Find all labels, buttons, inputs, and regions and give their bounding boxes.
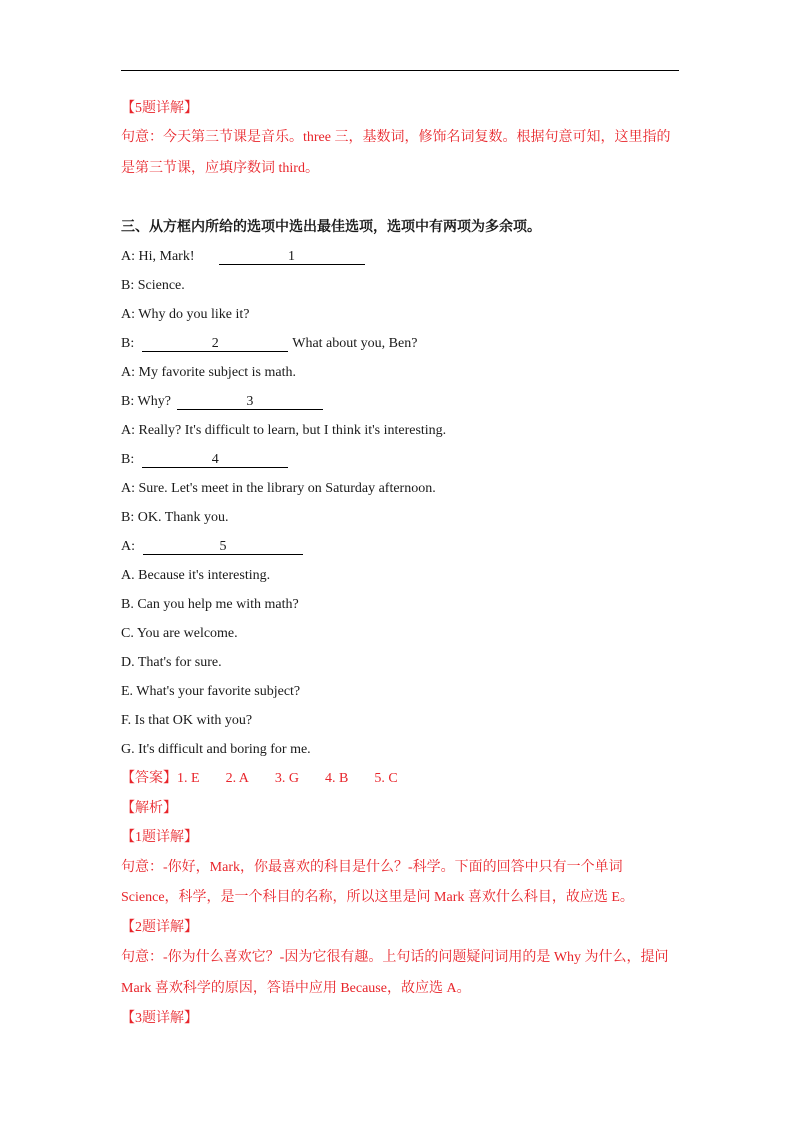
answer-blank-1: 1: [219, 250, 365, 265]
dialog-line-4-after: What about you, Ben?: [292, 336, 418, 351]
dialog-line-9: A: Sure. Let's meet in the library on Saturday afternoon.: [121, 481, 436, 496]
dialog-speaker-11: A:: [121, 539, 135, 554]
option-g: G. It's difficult and boring for me.: [121, 742, 311, 757]
dialog-line-2: B: Science.: [121, 278, 185, 293]
dialog-line-10: B: OK. Thank you.: [121, 510, 229, 525]
dialog-speaker-4: B:: [121, 336, 135, 351]
answer-line: [121, 770, 681, 788]
answer-1: 1. E: [177, 771, 200, 786]
dialog-line-8: [121, 451, 681, 469]
q1-explanation-line2: Science，科学，是一个科目的名称，所以这里是问 Mark 喜欢什么科目，故应选 E。: [121, 890, 634, 905]
q1-heading: 【1题详解】: [121, 830, 198, 845]
dialog-line-7: A: Really? It's difficult to learn, but I think it's interesting.: [121, 423, 447, 438]
option-b: B. Can you help me with math?: [121, 597, 299, 612]
option-a: A. Because it's interesting.: [121, 568, 271, 583]
section3-title: 三、从方框内所给的选项中选出最佳选项，选项中有两项为多余项。: [121, 220, 541, 235]
answer-4: 4. B: [325, 771, 349, 786]
q2-explanation-line2: Mark 喜欢科学的原因，答语中应用 Because，故应选 A。: [121, 981, 471, 996]
p5-explanation-line2: 是第三节课，应填序数词 third。: [121, 161, 319, 176]
dialog-speaker-1: A: Hi, Mark!: [121, 249, 195, 264]
dialog-line-4: [121, 335, 681, 353]
option-f: F. Is that OK with you?: [121, 713, 253, 728]
dialog-speaker-8: B:: [121, 452, 135, 467]
dialog-line-11: [121, 538, 681, 556]
header-rule: [121, 70, 679, 71]
dialog-line-1: [121, 248, 681, 266]
answer-3: 3. G: [274, 771, 300, 786]
dialog-line-3: A: Why do you like it?: [121, 307, 250, 322]
answer-blank-5: 5: [143, 540, 303, 555]
answer-blank-4: 4: [142, 453, 288, 468]
option-c: C. You are welcome.: [121, 626, 238, 641]
dialog-line-5: A: My favorite subject is math.: [121, 365, 296, 380]
p5-explanation-line1: 句意：今天第三节课是音乐。three 三，基数词，修饰名词复数。根据句意可知，这里指的: [121, 130, 671, 145]
p5-heading: 【5题详解】: [121, 101, 198, 116]
option-d: D. That's for sure.: [121, 655, 222, 670]
dialog-speaker-6: B: Why?: [121, 394, 171, 409]
analysis-heading: 【解析】: [121, 801, 177, 816]
answer-blank-3: 3: [177, 395, 323, 410]
q3-heading: 【3题详解】: [121, 1011, 198, 1026]
answer-5: 5. C: [374, 771, 398, 786]
q2-heading: 【2题详解】: [121, 920, 198, 935]
answer-2: 2. A: [225, 771, 249, 786]
q1-explanation-line1: 句意：-你好，Mark，你最喜欢的科目是什么？-科学。下面的回答中只有一个单词: [121, 860, 623, 875]
q2-explanation-line1: 句意：-你为什么喜欢它？-因为它很有趣。上句话的问题疑问词用的是 Why 为什么，提问: [121, 950, 669, 965]
answer-label: 【答案】: [121, 771, 177, 786]
option-e: E. What's your favorite subject?: [121, 684, 301, 699]
dialog-line-6: [121, 393, 681, 411]
answer-blank-2: 2: [142, 337, 288, 352]
